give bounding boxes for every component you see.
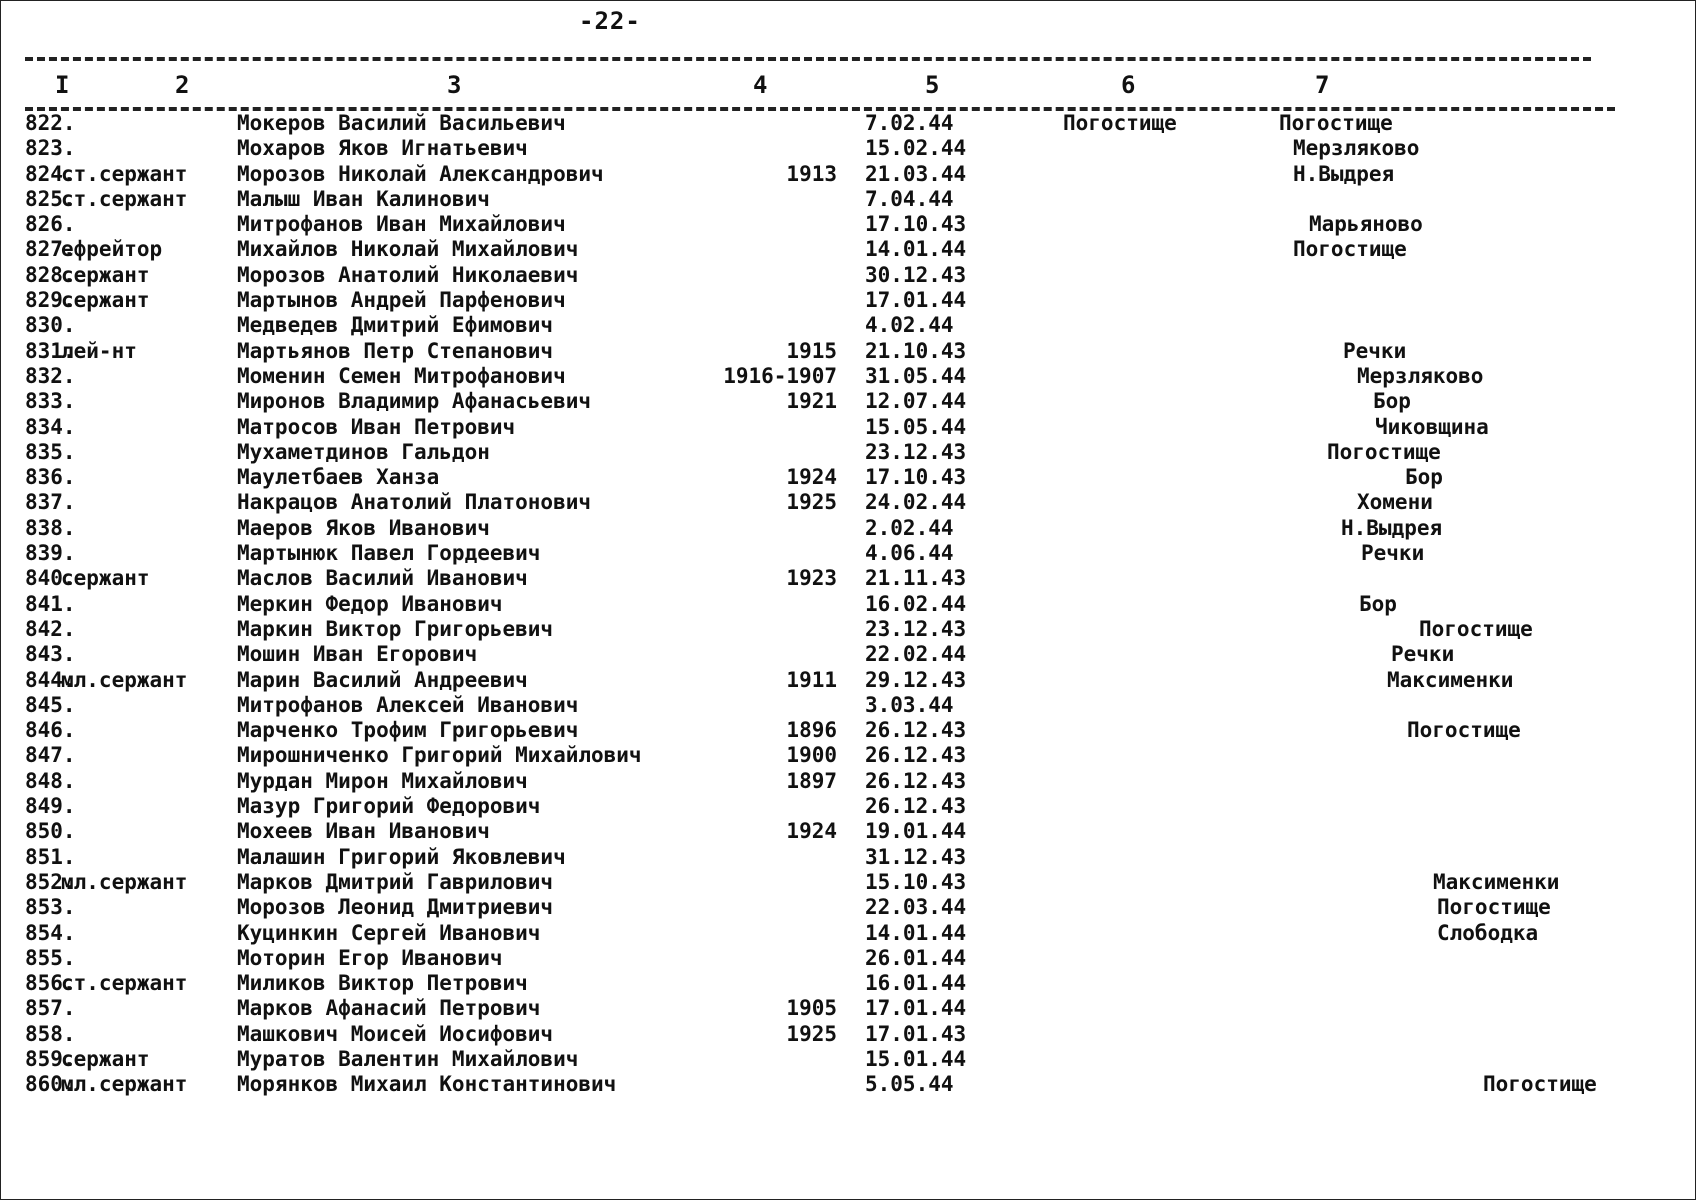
record-place: Марьяново: [1309, 212, 1423, 237]
record-name: Михайлов Николай Михайлович: [237, 237, 579, 262]
table-row: [1, 1072, 1695, 1097]
record-birth-year: 1924: [786, 819, 837, 844]
record-death-date: 19.01.44: [865, 819, 967, 844]
table-row: [1, 541, 1695, 566]
record-name: Малыш Иван Калинович: [237, 186, 490, 211]
record-place: Погостище: [1407, 718, 1521, 743]
record-death-date: 29.12.43: [865, 667, 967, 692]
record-number: 837.: [25, 490, 76, 515]
record-birth-year: 1905: [786, 996, 837, 1021]
record-death-date: 22.03.44: [865, 895, 967, 920]
record-birth-year: 1925: [786, 1021, 837, 1046]
table-row: [1, 592, 1695, 617]
table-row: [1, 237, 1695, 262]
table-row: [1, 212, 1695, 237]
record-number: 857.: [25, 996, 76, 1021]
record-rank: лей-нт: [61, 338, 137, 363]
record-death-date: 16.01.44: [865, 971, 967, 996]
record-number: 834.: [25, 414, 76, 439]
record-rank: сержант: [61, 1046, 150, 1071]
record-number: 858.: [25, 1021, 76, 1046]
record-place: Слободка: [1437, 920, 1539, 945]
table-row: [1, 566, 1695, 591]
record-death-date: 17.10.43: [865, 465, 967, 490]
record-number: 853.: [25, 895, 76, 920]
record-death-date: 26.12.43: [865, 768, 967, 793]
record-rank: сержант: [61, 566, 150, 591]
table-row: [1, 187, 1695, 212]
record-number: 833.: [25, 389, 76, 414]
record-death-date: 21.11.43: [865, 566, 967, 591]
record-name: Накрацов Анатолий Платонович: [237, 490, 592, 515]
record-death-date: 26.12.43: [865, 718, 967, 743]
record-name: Морозов Анатолий Николаевич: [237, 262, 579, 287]
record-name: Маулетбаев Ханза: [237, 465, 440, 490]
record-number: 832.: [25, 363, 76, 388]
record-place: Бор: [1373, 389, 1411, 414]
record-death-date: 26.12.43: [865, 743, 967, 768]
record-place: Погостище: [1437, 895, 1551, 920]
record-place: Погостище: [1419, 616, 1533, 641]
record-place: Мерзляково: [1357, 363, 1484, 388]
record-number: 840.: [25, 566, 76, 591]
record-birth-year: 1900: [786, 743, 837, 768]
record-death-date: 4.02.44: [865, 313, 954, 338]
record-name: Морянков Михаил Константинович: [237, 1072, 617, 1097]
record-death-date: 17.10.43: [865, 212, 967, 237]
record-birth-year: 1896: [786, 718, 837, 743]
record-number: 851.: [25, 844, 76, 869]
record-death-date: 31.05.44: [865, 363, 967, 388]
record-place: Речки: [1361, 541, 1425, 566]
record-number: 829.: [25, 288, 76, 313]
record-name: Мошин Иван Егорович: [237, 642, 478, 667]
table-row: [1, 339, 1695, 364]
record-number: 860.: [25, 1072, 76, 1097]
record-number: 839.: [25, 541, 76, 566]
record-name: Миликов Виктор Петрович: [237, 971, 528, 996]
record-death-date: 2.02.44: [865, 515, 954, 540]
record-name: Маркин Виктор Григорьевич: [237, 616, 554, 641]
table-row: [1, 617, 1695, 642]
table-row: [1, 516, 1695, 541]
table-row: [1, 769, 1695, 794]
record-number: 823.: [25, 136, 76, 161]
record-death-date: 16.02.44: [865, 591, 967, 616]
record-place: Речки: [1343, 338, 1407, 363]
record-name: Машкович Моисей Иосифович: [237, 1021, 554, 1046]
table-row: [1, 946, 1695, 971]
record-number: 856.: [25, 971, 76, 996]
record-death-date: 4.06.44: [865, 541, 954, 566]
record-place: Бор: [1405, 465, 1443, 490]
record-number: 842.: [25, 616, 76, 641]
page-number: -22-: [579, 7, 641, 35]
table-row: [1, 440, 1695, 465]
table-row: [1, 263, 1695, 288]
record-name: Митрофанов Иван Михайлович: [237, 212, 566, 237]
record-name: Мокеров Василий Васильевич: [237, 111, 566, 135]
table-row: [1, 971, 1695, 996]
table-row: [1, 996, 1695, 1021]
table-row: [1, 288, 1695, 313]
record-birth-year: 1897: [786, 768, 837, 793]
record-name: Марков Дмитрий Гаврилович: [237, 869, 554, 894]
record-name: Меркин Федор Иванович: [237, 591, 503, 616]
record-rank: ефрейтор: [61, 237, 163, 262]
record-death-date: 21.03.44: [865, 161, 967, 186]
record-name: Мохаров Яков Игнатьевич: [237, 136, 528, 161]
column-header-3: 3: [447, 71, 462, 99]
record-birth-year: 1916-1907: [723, 363, 837, 388]
record-number: 848.: [25, 768, 76, 793]
record-name: Морозов Леонид Дмитриевич: [237, 895, 554, 920]
table-row: [1, 693, 1695, 718]
record-death-date: 12.07.44: [865, 389, 967, 414]
table-row: [1, 465, 1695, 490]
record-birth-year: 1913: [786, 161, 837, 186]
record-number: 852.: [25, 869, 76, 894]
record-death-date: 23.12.43: [865, 439, 967, 464]
record-death-date: 30.12.43: [865, 262, 967, 287]
record-death-date: 7.02.44: [865, 111, 954, 135]
table-row: [1, 845, 1695, 870]
record-death-date: 7.04.44: [865, 186, 954, 211]
record-birth-year: 1921: [786, 389, 837, 414]
record-birth-year: 1925: [786, 490, 837, 515]
dashed-rule-top: [25, 57, 1591, 61]
record-death-date: 15.02.44: [865, 136, 967, 161]
column-header-5: 5: [925, 71, 940, 99]
record-place: Погостище: [1293, 237, 1407, 262]
record-list: [1, 111, 1695, 1098]
record-number: 859.: [25, 1046, 76, 1071]
table-row: [1, 490, 1695, 515]
record-death-date: 3.03.44: [865, 692, 954, 717]
record-place: Бор: [1359, 591, 1397, 616]
record-number: 826.: [25, 212, 76, 237]
record-number: 822.: [25, 111, 76, 135]
record-number: 845.: [25, 692, 76, 717]
table-row: [1, 389, 1695, 414]
record-place: Максименки: [1387, 667, 1514, 692]
record-name: Муратов Валентин Михайлович: [237, 1046, 579, 1071]
record-place: Погостище: [1483, 1072, 1597, 1097]
record-rank: ст.сержант: [61, 161, 188, 186]
record-name: Маеров Яков Иванович: [237, 515, 490, 540]
table-row: [1, 819, 1695, 844]
record-place: Максименки: [1433, 869, 1560, 894]
column-header-7: 7: [1315, 71, 1330, 99]
record-burial-place: Погостище: [1063, 111, 1177, 135]
record-place: Мерзляково: [1293, 136, 1420, 161]
record-rank: сержант: [61, 288, 150, 313]
record-number: 846.: [25, 718, 76, 743]
record-name: Марченко Трофим Григорьевич: [237, 718, 579, 743]
record-number: 830.: [25, 313, 76, 338]
record-number: 825.: [25, 186, 76, 211]
record-death-date: 21.10.43: [865, 338, 967, 363]
column-header-4: 4: [753, 71, 768, 99]
record-death-date: 14.01.44: [865, 920, 967, 945]
column-header-2: 2: [175, 71, 190, 99]
table-row: [1, 1047, 1695, 1072]
record-death-date: 17.01.43: [865, 1021, 967, 1046]
record-death-date: 26.01.44: [865, 945, 967, 970]
table-row: [1, 1022, 1695, 1047]
record-death-date: 26.12.43: [865, 794, 967, 819]
table-row: [1, 870, 1695, 895]
record-place: Н.Выдрея: [1293, 161, 1395, 186]
record-place: Хомени: [1357, 490, 1433, 515]
record-name: Марин Василий Андреевич: [237, 667, 528, 692]
record-number: 847.: [25, 743, 76, 768]
record-death-date: 17.01.44: [865, 288, 967, 313]
record-birth-year: 1911: [786, 667, 837, 692]
record-place: Погостище: [1279, 111, 1393, 135]
table-row: [1, 364, 1695, 389]
record-number: 831.: [25, 338, 76, 363]
record-name: Мартынов Андрей Парфенович: [237, 288, 566, 313]
record-name: Мухаметдинов Гальдон: [237, 439, 490, 464]
record-number: 828.: [25, 262, 76, 287]
record-name: Мохеев Иван Иванович: [237, 819, 490, 844]
record-name: Моторин Егор Иванович: [237, 945, 503, 970]
record-name: Моменин Семен Митрофанович: [237, 363, 566, 388]
record-name: Мурдан Мирон Михайлович: [237, 768, 528, 793]
record-name: Малашин Григорий Яковлевич: [237, 844, 566, 869]
record-birth-year: 1923: [786, 566, 837, 591]
record-number: 854.: [25, 920, 76, 945]
record-name: Мирошниченко Григорий Михайлович: [237, 743, 642, 768]
record-name: Мазур Григорий Федорович: [237, 794, 541, 819]
table-row: [1, 794, 1695, 819]
record-rank: мл.сержант: [61, 667, 188, 692]
record-number: 850.: [25, 819, 76, 844]
record-rank: сержант: [61, 262, 150, 287]
record-rank: мл.сержант: [61, 1072, 188, 1097]
record-name: Марков Афанасий Петрович: [237, 996, 541, 1021]
record-name: Матросов Иван Петрович: [237, 414, 516, 439]
record-death-date: 17.01.44: [865, 996, 967, 1021]
record-birth-year: 1915: [786, 338, 837, 363]
record-name: Медведев Дмитрий Ефимович: [237, 313, 554, 338]
record-number: 843.: [25, 642, 76, 667]
record-number: 824.: [25, 161, 76, 186]
table-row: [1, 718, 1695, 743]
record-number: 849.: [25, 794, 76, 819]
table-row: [1, 895, 1695, 920]
table-row: [1, 313, 1695, 338]
record-death-date: 31.12.43: [865, 844, 967, 869]
record-name: Маслов Василий Иванович: [237, 566, 528, 591]
record-death-date: 15.05.44: [865, 414, 967, 439]
record-rank: мл.сержант: [61, 869, 188, 894]
table-row: [1, 921, 1695, 946]
table-row: [1, 162, 1695, 187]
record-rank: ст.сержант: [61, 186, 188, 211]
column-header-1: I: [55, 71, 70, 99]
record-name: Мартынюк Павел Гордеевич: [237, 541, 541, 566]
record-death-date: 22.02.44: [865, 642, 967, 667]
table-row: [1, 111, 1695, 136]
record-death-date: 24.02.44: [865, 490, 967, 515]
record-death-date: 23.12.43: [865, 616, 967, 641]
record-number: 838.: [25, 515, 76, 540]
record-number: 841.: [25, 591, 76, 616]
table-row: [1, 415, 1695, 440]
record-death-date: 15.01.44: [865, 1046, 967, 1071]
record-name: Морозов Николай Александрович: [237, 161, 604, 186]
record-death-date: 15.10.43: [865, 869, 967, 894]
record-name: Мартьянов Петр Степанович: [237, 338, 554, 363]
record-rank: ст.сержант: [61, 971, 188, 996]
record-name: Миронов Владимир Афанасьевич: [237, 389, 592, 414]
record-number: 844.: [25, 667, 76, 692]
table-row: [1, 668, 1695, 693]
column-header-6: 6: [1121, 71, 1136, 99]
record-place: Речки: [1391, 642, 1455, 667]
record-place: Н.Выдрея: [1341, 515, 1443, 540]
record-death-date: 14.01.44: [865, 237, 967, 262]
record-death-date: 5.05.44: [865, 1072, 954, 1097]
record-number: 835.: [25, 439, 76, 464]
table-row: [1, 743, 1695, 768]
record-number: 836.: [25, 465, 76, 490]
record-birth-year: 1924: [786, 465, 837, 490]
record-place: Погостище: [1327, 439, 1441, 464]
table-row: [1, 136, 1695, 161]
record-name: Митрофанов Алексей Иванович: [237, 692, 579, 717]
record-number: 827.: [25, 237, 76, 262]
record-number: 855.: [25, 945, 76, 970]
record-place: Чиковщина: [1375, 414, 1489, 439]
table-row: [1, 642, 1695, 667]
record-name: Куцинкин Сергей Иванович: [237, 920, 541, 945]
